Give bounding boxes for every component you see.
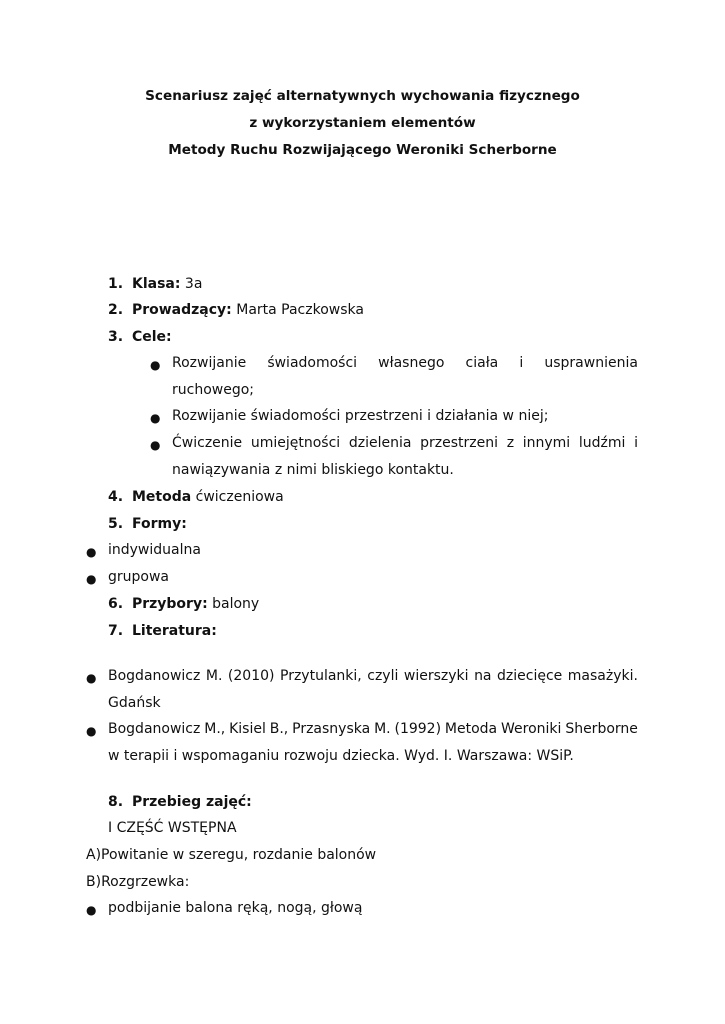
- item-metoda: [108, 489, 284, 505]
- title-line-1: Scenariusz zajęć alternatywnych wychowania fizycznego: [145, 88, 580, 104]
- item-label: Cele:: [131, 329, 172, 345]
- bullet-icon: ●: [86, 572, 97, 586]
- form-item: indywidualna: [108, 542, 201, 558]
- item-number: 7.: [108, 623, 124, 639]
- ref-1-cont: Gdańsk: [108, 695, 161, 711]
- bullet-icon: ●: [150, 358, 161, 372]
- item-label: Klasa:: [131, 276, 181, 292]
- item-label: Literatura:: [131, 623, 217, 639]
- goal-3-line: Ćwiczenie umiejętności dzielenia przestrzeni z innymi ludźmi i: [172, 435, 638, 451]
- item-value: 3a: [184, 276, 203, 292]
- step-b-bullet: podbijanie balona ręką, nogą, głową: [108, 900, 363, 916]
- goal-1-line: Rozwijanie świadomości własnego ciała i usprawnienia: [172, 355, 638, 371]
- item-prowadzacy: [108, 302, 364, 318]
- bullet-icon: ●: [86, 671, 97, 685]
- bullet-icon: ●: [86, 545, 97, 559]
- item-number: 4.: [108, 489, 124, 505]
- item-label: Przybory:: [131, 596, 208, 612]
- title-line-3: Metody Ruchu Rozwijającego Weroniki Scherborne: [168, 142, 557, 158]
- item-value: Marta Paczkowska: [236, 302, 364, 318]
- item-label: Metoda: [131, 489, 192, 505]
- step-a: A)Powitanie w szeregu, rozdanie balonów: [86, 847, 377, 863]
- item-literatura: [108, 623, 217, 639]
- bullet-icon: ●: [150, 438, 161, 452]
- ref-2-line: Bogdanowicz M., Kisiel B., Przasnyska M. (1992) Metoda Weroniki Sherborne: [108, 721, 638, 737]
- part-heading: I CZĘŚĆ WSTĘPNA: [108, 820, 237, 836]
- step-b: B)Rozgrzewka:: [86, 874, 190, 890]
- goal-1-cont: ruchowego;: [172, 382, 254, 398]
- item-number: 1.: [108, 276, 124, 292]
- item-value: ćwiczeniowa: [195, 489, 284, 505]
- item-number: 3.: [108, 329, 124, 345]
- item-cele: [108, 329, 172, 345]
- form-item: grupowa: [108, 569, 169, 585]
- item-klasa: [108, 276, 202, 292]
- item-label: Formy:: [131, 516, 187, 532]
- bullet-icon: ●: [86, 724, 97, 738]
- item-formy: [108, 516, 187, 532]
- goal-2: Rozwijanie świadomości przestrzeni i działania w niej;: [172, 408, 549, 424]
- goal-3-cont: nawiązywania z nimi bliskiego kontaktu.: [172, 462, 454, 478]
- item-number: 8.: [108, 794, 124, 810]
- ref-2-cont: w terapii i wspomaganiu rozwoju dziecka. Wyd. I. Warszawa: WSiP.: [108, 748, 574, 764]
- title-line-2: z wykorzystaniem elementów: [249, 115, 476, 131]
- item-value: balony: [212, 596, 260, 612]
- item-number: 5.: [108, 516, 124, 532]
- item-label: Prowadzący:: [131, 302, 232, 318]
- item-przebieg: [108, 794, 252, 810]
- ref-1-line: Bogdanowicz M. (2010) Przytulanki, czyli wierszyki na dziecięce masażyki.: [108, 668, 638, 684]
- item-number: 2.: [108, 302, 124, 318]
- item-przybory: [108, 596, 259, 612]
- bullet-icon: ●: [86, 903, 97, 917]
- item-number: 6.: [108, 596, 124, 612]
- bullet-icon: ●: [150, 411, 161, 425]
- item-label: Przebieg zajęć:: [131, 794, 252, 810]
